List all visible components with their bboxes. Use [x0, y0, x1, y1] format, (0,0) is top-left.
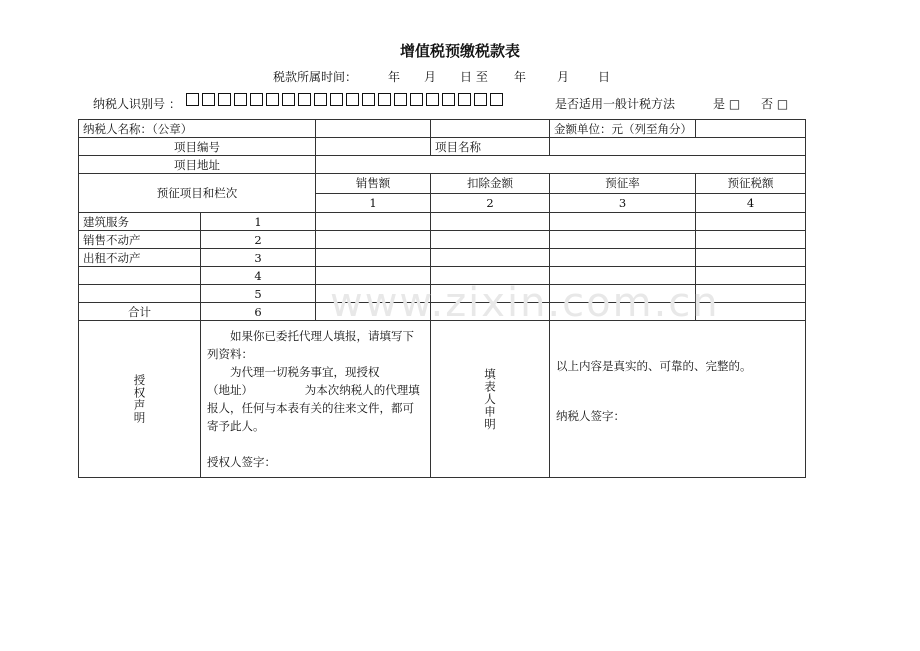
- taxpayer-id-digit-box[interactable]: [186, 93, 199, 106]
- project-address-label: 项目地址: [79, 156, 316, 174]
- authorization-line-2: 为代理一切税务事宜，现授权: [230, 365, 380, 379]
- taxpayer-name-value[interactable]: [316, 120, 431, 138]
- table-row: [79, 285, 806, 303]
- taxpayer-name-label: 纳税人名称：（公章）: [79, 120, 316, 138]
- method-yes-checkbox[interactable]: 是 □: [713, 97, 741, 111]
- prepaid-cell[interactable]: [696, 267, 806, 285]
- taxpayer-id-digit-box[interactable]: [282, 93, 295, 106]
- taxpayer-id-digit-box[interactable]: [394, 93, 407, 106]
- table-row: [79, 267, 806, 285]
- sales-cell[interactable]: [316, 303, 431, 321]
- period-year-end: 年: [514, 70, 527, 84]
- row-no: 4: [201, 267, 316, 285]
- authorization-line-1: 如果你已委托代理人填报，请填写下列资料：: [207, 329, 414, 361]
- taxpayer-id-digit-box[interactable]: [330, 93, 343, 106]
- row-no: 3: [201, 249, 316, 267]
- project-no-label: 项目编号: [79, 138, 316, 156]
- sales-cell[interactable]: [316, 285, 431, 303]
- taxpayer-id-digit-box[interactable]: [474, 93, 487, 106]
- taxpayer-id-label: 纳税人识别号 ：: [93, 97, 181, 111]
- deduction-cell[interactable]: [431, 213, 550, 231]
- header-blank-cell-2[interactable]: [696, 120, 806, 138]
- taxpayer-id-digit-box[interactable]: [314, 93, 327, 106]
- rate-cell[interactable]: [550, 231, 696, 249]
- deduction-cell[interactable]: [431, 267, 550, 285]
- sales-cell[interactable]: [316, 267, 431, 285]
- period-year-start: 年: [388, 70, 401, 84]
- period-month-start: 月: [424, 70, 437, 84]
- authorization-text[interactable]: [201, 321, 431, 478]
- project-name-label: 项目名称: [431, 138, 550, 156]
- taxpayer-id-digit-box[interactable]: [490, 93, 503, 106]
- rate-cell[interactable]: [550, 285, 696, 303]
- prepaid-cell[interactable]: [696, 213, 806, 231]
- col-prepaid-header: 预征税额: [696, 174, 806, 194]
- method-no-checkbox[interactable]: 否 □: [761, 97, 789, 111]
- taxpayer-id-digit-box[interactable]: [458, 93, 471, 106]
- row-no: 6: [201, 303, 316, 321]
- declaration-label: 填表人申明: [483, 367, 497, 431]
- watermark: www.zixin.com.cn: [330, 280, 720, 326]
- rate-cell[interactable]: [550, 303, 696, 321]
- period-day-to: 日 至: [460, 70, 488, 84]
- col-sales-no: 1: [316, 193, 431, 213]
- form-title: 增值税预缴税款表: [399, 42, 520, 60]
- deduction-cell[interactable]: [431, 249, 550, 267]
- amount-unit-label: 金额单位：元（列至角分）: [550, 120, 696, 138]
- project-name-value[interactable]: [550, 138, 806, 156]
- deduction-cell[interactable]: [431, 303, 550, 321]
- col-deduction-header: 扣除金额: [431, 174, 550, 194]
- taxpayer-id-digit-box[interactable]: [234, 93, 247, 106]
- declaration-label-cell: [431, 321, 550, 478]
- row-name: 建筑服务: [79, 213, 201, 231]
- col-deduction-no: 2: [431, 193, 550, 213]
- taxpayer-id-digit-box[interactable]: [266, 93, 279, 106]
- declaration-text[interactable]: [550, 321, 806, 478]
- taxpayer-id-digit-box[interactable]: [410, 93, 423, 106]
- prepayment-table: [78, 119, 806, 478]
- row-name: 销售不动产: [79, 231, 201, 249]
- rate-cell[interactable]: [550, 213, 696, 231]
- row-name[interactable]: [79, 285, 201, 303]
- row-name[interactable]: [79, 267, 201, 285]
- row-name: 出租不动产: [79, 249, 201, 267]
- prepaid-cell[interactable]: [696, 249, 806, 267]
- table-row: [79, 249, 806, 267]
- col-rate-no: 3: [550, 193, 696, 213]
- rate-cell[interactable]: [550, 249, 696, 267]
- col-prepaid-no: 4: [696, 193, 806, 213]
- taxpayer-id-digit-box[interactable]: [346, 93, 359, 106]
- table-row: [79, 231, 806, 249]
- taxpayer-id-digit-box[interactable]: [378, 93, 391, 106]
- row-no: 2: [201, 231, 316, 249]
- deduction-cell[interactable]: [431, 285, 550, 303]
- row-name: 合计: [79, 303, 201, 321]
- taxpayer-id-digit-box[interactable]: [298, 93, 311, 106]
- taxpayer-id-digit-box[interactable]: [250, 93, 263, 106]
- table-row: [79, 213, 806, 231]
- tax-period-label: 税款所属时间：: [273, 70, 358, 84]
- period-month-end: 月: [557, 70, 570, 84]
- row-label-header: 预征项目和栏次: [79, 174, 316, 213]
- taxpayer-id-digit-box[interactable]: [426, 93, 439, 106]
- taxpayer-id-digit-box[interactable]: [442, 93, 455, 106]
- sales-cell[interactable]: [316, 249, 431, 267]
- taxpayer-id-digit-box[interactable]: [362, 93, 375, 106]
- period-day-end: 日: [598, 70, 611, 84]
- prepaid-cell[interactable]: [696, 231, 806, 249]
- taxpayer-id-digit-box[interactable]: [218, 93, 231, 106]
- declaration-statement: 以上内容是真实的、可靠的、完整的。: [556, 359, 752, 373]
- rate-cell[interactable]: [550, 267, 696, 285]
- row-no: 1: [201, 213, 316, 231]
- prepaid-cell[interactable]: [696, 285, 806, 303]
- deduction-cell[interactable]: [431, 231, 550, 249]
- col-rate-header: 预征率: [550, 174, 696, 194]
- authorization-label-cell: [79, 321, 201, 478]
- project-address-value[interactable]: [316, 156, 806, 174]
- header-blank-cell[interactable]: [431, 120, 550, 138]
- col-sales-header: 销售额: [316, 174, 431, 194]
- taxpayer-id-line: [0, 93, 920, 113]
- prepaid-cell[interactable]: [696, 303, 806, 321]
- table-row-total: [79, 303, 806, 321]
- authorization-signature: 授权人签字：: [207, 455, 276, 469]
- method-question: 是否适用一般计税方法: [555, 97, 676, 111]
- authorization-label: 授权声明: [132, 374, 147, 424]
- authorization-line-3: （地址） 为本次纳税人的代理填报人，任何与本表有关的往来文件，都可寄予此人。: [207, 383, 420, 433]
- sales-cell[interactable]: [316, 213, 431, 231]
- taxpayer-id-digit-box[interactable]: [202, 93, 215, 106]
- row-no: 5: [201, 285, 316, 303]
- taxpayer-id-boxes[interactable]: [186, 93, 503, 106]
- declaration-signature: 纳税人签字：: [556, 409, 625, 423]
- project-no-value[interactable]: [316, 138, 431, 156]
- sales-cell[interactable]: [316, 231, 431, 249]
